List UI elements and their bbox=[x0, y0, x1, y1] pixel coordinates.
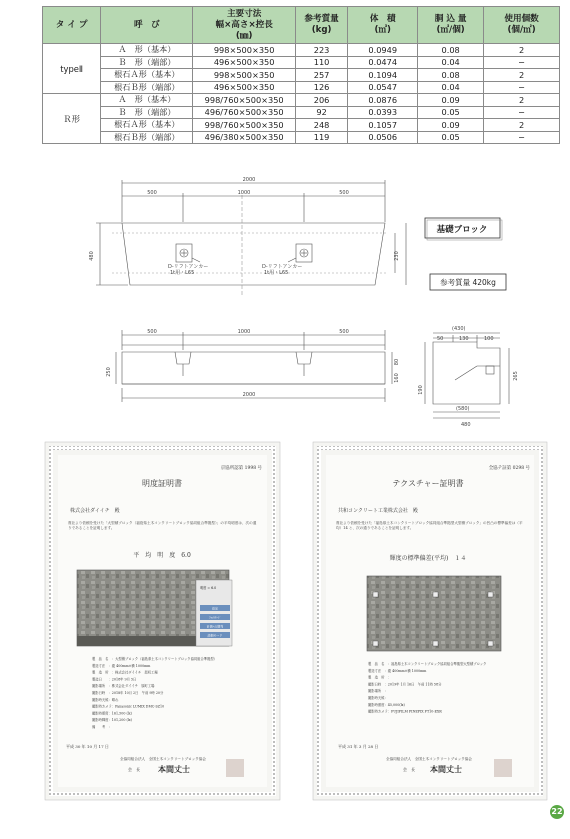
cert-right-title: テクスチャー証明書 bbox=[392, 479, 464, 488]
cert-right-date: 平成 31 年 3 月 28 日 bbox=[338, 744, 379, 749]
cell-volume: 0.0506 bbox=[348, 131, 418, 144]
dim-side: 230 bbox=[394, 251, 400, 261]
dim-seg-b: 1000 bbox=[237, 190, 251, 196]
cert-detail-line: 製造日 ：2018年 9月 5日 bbox=[92, 677, 137, 682]
cell-fill: 0.08 bbox=[418, 69, 484, 82]
dim-lower-total: 2000 bbox=[242, 392, 256, 398]
header-volume: 体 積 (㎥) bbox=[348, 7, 418, 44]
cert-right-signer-title: 会 長 bbox=[403, 767, 415, 772]
cell-dims: 998×500×350 bbox=[193, 69, 295, 82]
cert-detail-line: 製 造 所 ：株式会社ダイイチ 原町工場 bbox=[92, 670, 158, 675]
cert-detail-line: 撮影時カメラ：Panasonic LUMIX DMC-SZ10 bbox=[92, 704, 165, 709]
cert-left-issuer: 全協同組合法人 全国土木コンクリートブロック協会 bbox=[120, 757, 206, 761]
cell-name: Ａ 形（基本） bbox=[101, 44, 193, 57]
cert-left bbox=[45, 442, 280, 800]
cell-dims: 496/380×500×350 bbox=[193, 131, 295, 144]
cell-name: Ａ 形（基本） bbox=[101, 94, 193, 107]
dim-lower-b: 1000 bbox=[237, 329, 251, 335]
cell-name: 根石Ａ形（基本） bbox=[101, 119, 193, 132]
dim-seg-a: 500 bbox=[147, 190, 157, 196]
cell-weight: 248 bbox=[295, 119, 347, 132]
cert-detail-line: 撮影時照度：161,500 (lx) bbox=[92, 711, 132, 716]
cell-name: 根石Ｂ形（端部） bbox=[101, 81, 193, 94]
cell-count: 2 bbox=[484, 69, 560, 82]
cell-count: − bbox=[484, 56, 560, 69]
cell-volume: 0.0474 bbox=[348, 56, 418, 69]
cert-right-body: 貴社より依頼を受けた「福島県土木コンクリートブロック協同組合準拠型大型積ブロック」の凹凸の標準偏差は（平均）14 と、次の通りであることを証明します。 bbox=[336, 521, 523, 530]
cert-detail-line: 製 品 名 ：大型積ブロック（福島県土木コンクリートブロック協同組合準拠型） bbox=[92, 657, 217, 661]
cert-detail-line: 撮影時天候：晴れ bbox=[92, 697, 119, 702]
cell-name: Ｂ 形（端部） bbox=[101, 56, 193, 69]
cert-detail-line: 撮影場所 ：株式会社ダイイチ 原町工場 bbox=[92, 684, 155, 689]
cell-count: 2 bbox=[484, 44, 560, 57]
header-type: タ イ プ bbox=[43, 7, 101, 44]
header-fill: 胴 込 量 (㎥/個) bbox=[418, 7, 484, 44]
cert-detail-line: 製造寸法 ：縦 400mm×横 1000mm bbox=[92, 663, 151, 668]
cell-count: − bbox=[484, 131, 560, 144]
cell-dims: 496×500×350 bbox=[193, 81, 295, 94]
type-cell: typeⅡ bbox=[43, 44, 101, 94]
dim-lower-right2: 160 bbox=[394, 373, 400, 383]
cert-left-company: 株式会社ダイイチ 殿 bbox=[70, 508, 120, 514]
cell-volume: 0.0393 bbox=[348, 106, 418, 119]
header-count: 使用個数 (個/㎡) bbox=[484, 7, 560, 44]
cert-detail-line: 撮影日時 ：2019年 1月 16日 午前 11時 58分 bbox=[368, 682, 442, 687]
cell-weight: 92 bbox=[295, 106, 347, 119]
cert-detail-line: 製 品 名 ：福島県土木コンクリートブロック協同組合準拠型大型積ブロック bbox=[368, 662, 487, 666]
page-number-badge: 22 bbox=[550, 805, 564, 819]
cert-detail-line: 撮影時カメラ：FUJIFILM FINEPIX FT10-EXR bbox=[368, 709, 442, 714]
dim-50: 50 bbox=[437, 336, 444, 342]
dim-lower-right: 80 bbox=[394, 358, 400, 366]
anchor-label-right: D-リフトアンカー bbox=[262, 264, 303, 270]
anchor-label-left-size: 1t用・L65 bbox=[170, 270, 195, 276]
header-dims: 主要寸法 幅×高さ×控長 (㎜) bbox=[193, 7, 295, 44]
cell-fill: 0.05 bbox=[418, 106, 484, 119]
cell-weight: 206 bbox=[295, 94, 347, 107]
cell-dims: 998/760×500×350 bbox=[193, 119, 295, 132]
cell-weight: 110 bbox=[295, 56, 347, 69]
panel-btn-3: 計測ﾍの開列 bbox=[206, 624, 224, 629]
cert-detail-line: 撮影日時 ：2018年 10月 2日 午前 9時 20分 bbox=[92, 691, 164, 695]
cert-right-number: 全協テ証第 0298 号 bbox=[488, 466, 530, 471]
cell-weight: 126 bbox=[295, 81, 347, 94]
cert-left-result: 平 均 明 度 6.0 bbox=[133, 552, 191, 559]
cert-right bbox=[313, 442, 547, 800]
dim-total-top: 2000 bbox=[242, 177, 256, 183]
cell-name: Ｂ 形（端部） bbox=[101, 106, 193, 119]
cell-count: 2 bbox=[484, 94, 560, 107]
cert-detail-line: 撮影時照度：45,000(lx) bbox=[368, 702, 405, 707]
dim-580: (580) bbox=[456, 406, 470, 412]
cert-right-signer: 本間丈士 bbox=[430, 764, 462, 774]
cell-fill: 0.08 bbox=[418, 44, 484, 57]
cert-left-seal bbox=[226, 759, 244, 777]
cell-count: − bbox=[484, 81, 560, 94]
cert-detail-line: 撮影場所 ： bbox=[368, 689, 388, 694]
cell-dims: 998/760×500×350 bbox=[193, 94, 295, 107]
dim-height: 480 bbox=[89, 251, 95, 261]
cell-volume: 0.0547 bbox=[348, 81, 418, 94]
cell-weight: 257 bbox=[295, 69, 347, 82]
header-weight: 参考質量 (kg) bbox=[295, 7, 347, 44]
cert-left-title: 明度証明書 bbox=[142, 479, 182, 488]
cell-dims: 496/760×500×350 bbox=[193, 106, 295, 119]
cell-weight: 119 bbox=[295, 131, 347, 144]
anchor-label-right-size: 1t用・L65 bbox=[264, 270, 289, 276]
dim-480: 480 bbox=[461, 422, 471, 428]
dim-seg-c: 500 bbox=[339, 190, 349, 196]
panel-btn-4: 詳細モード bbox=[207, 633, 223, 638]
dim-190: 190 bbox=[418, 385, 424, 395]
cert-right-result: 輝度の標準偏差(平均) １４ bbox=[389, 555, 467, 562]
cell-count: 2 bbox=[484, 119, 560, 132]
cert-detail-line: 製 造 所 ： bbox=[368, 675, 392, 680]
cell-fill: 0.09 bbox=[418, 94, 484, 107]
cell-volume: 0.0876 bbox=[348, 94, 418, 107]
dim-100: 100 bbox=[484, 336, 494, 342]
panel-btn-2: ﾌｧｲﾙﾓｰﾄﾞ bbox=[208, 615, 222, 620]
cell-volume: 0.0949 bbox=[348, 44, 418, 57]
cell-fill: 0.05 bbox=[418, 131, 484, 144]
cell-name: 根石Ａ形（基本） bbox=[101, 69, 193, 82]
cert-left-body: 貴社より依頼を受けた「大型積ブロック（福島県土木コンクリートブロック協同組合準拠型）」の平均明度は、次の通りであることを証明します。 bbox=[68, 521, 257, 530]
cert-detail-line: 撮影時天候： bbox=[368, 696, 388, 700]
cell-count: − bbox=[484, 106, 560, 119]
cert-right-seal bbox=[494, 759, 512, 777]
cell-weight: 223 bbox=[295, 44, 347, 57]
cert-left-number: 京協所認第 1998 号 bbox=[220, 466, 262, 471]
dim-265: 265 bbox=[513, 371, 519, 381]
cell-fill: 0.04 bbox=[418, 81, 484, 94]
cert-right-company: 共和コンクリート工業株式会社 殿 bbox=[338, 508, 418, 514]
cell-fill: 0.04 bbox=[418, 56, 484, 69]
panel-value: 明度 = 6.0 bbox=[200, 586, 217, 590]
cert-detail-line: 撮影時輝度：101,200 (lx) bbox=[92, 718, 132, 723]
cert-right-photo bbox=[367, 576, 501, 651]
cert-left-signer: 本間丈士 bbox=[158, 764, 190, 774]
cell-dims: 998×500×350 bbox=[193, 44, 295, 57]
cell-volume: 0.1057 bbox=[348, 119, 418, 132]
dim-lower-a: 500 bbox=[147, 329, 157, 335]
cert-detail-line: 製造寸法 ：縦 400mm×横 1000mm bbox=[368, 668, 427, 673]
weight-label: 参考質量 420kg bbox=[440, 278, 496, 287]
cert-right-issuer: 全協同組合法人 全国土木コンクリートブロック協会 bbox=[386, 757, 472, 761]
cert-detail-line: 備 考 ： bbox=[92, 725, 112, 729]
cell-volume: 0.1094 bbox=[348, 69, 418, 82]
cell-name: 根石Ｂ形（端部） bbox=[101, 131, 193, 144]
drawing-label: 基礎ブロック bbox=[436, 225, 488, 235]
dim-lower-c: 500 bbox=[339, 329, 349, 335]
type-cell: Ｒ形 bbox=[43, 94, 101, 144]
dim-130: 130 bbox=[459, 336, 469, 342]
dim-lower-left: 250 bbox=[106, 367, 112, 377]
cell-dims: 496×500×350 bbox=[193, 56, 295, 69]
cell-fill: 0.09 bbox=[418, 119, 484, 132]
panel-btn-1: 設定 bbox=[211, 606, 219, 611]
dim-430: (430) bbox=[452, 326, 466, 332]
header-name: 呼 び bbox=[101, 7, 193, 44]
cert-left-signer-title: 会 長 bbox=[128, 767, 140, 772]
cert-left-date: 平成 30 年 10 月 17 日 bbox=[66, 744, 109, 749]
anchor-label-left: D-リフトアンカー bbox=[168, 264, 209, 270]
